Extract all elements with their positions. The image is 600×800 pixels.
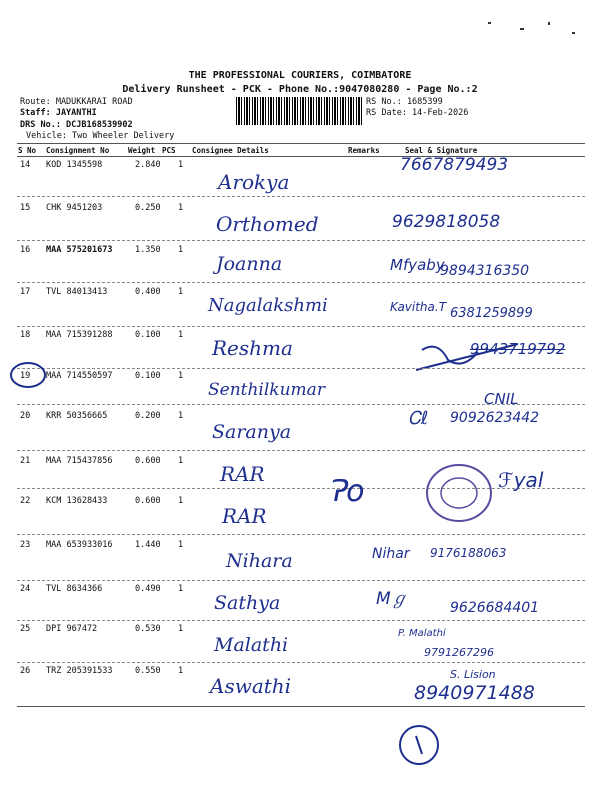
row-divider	[17, 534, 585, 535]
row-sno: 24	[20, 584, 31, 594]
signature-mark: Mℊ	[376, 589, 408, 609]
signature-handwriting: 9791267296	[424, 646, 494, 659]
company-seal-stamp	[424, 462, 494, 524]
row-consignment: KOD 1345598	[46, 160, 103, 170]
consignee-handwriting: Arokya	[218, 170, 290, 194]
consignee-handwriting: Malathi	[214, 634, 289, 656]
row-pcs: 1	[178, 666, 184, 676]
signature-mark: Nihar	[372, 546, 410, 562]
row-sno: 17	[20, 287, 31, 297]
row-pcs: 1	[178, 496, 184, 506]
row-divider	[17, 326, 585, 327]
strike-scribble	[408, 330, 528, 378]
consignee-handwriting: Senthilkumar	[208, 380, 325, 400]
signature-handwriting: 9943719792	[470, 340, 566, 358]
row-pcs: 1	[178, 371, 184, 381]
scan-speck	[548, 22, 550, 25]
drs-label: DRS No.: DCJB168539902	[20, 120, 133, 130]
row-sno: 15	[20, 203, 31, 213]
row-weight: 0.600	[135, 456, 161, 466]
row-divider	[17, 282, 585, 283]
row-weight: 0.490	[135, 584, 161, 594]
row-sno: 23	[20, 540, 31, 550]
circled-initial-mark	[396, 722, 442, 768]
row-consignment: MAA 715437856	[46, 456, 113, 466]
consignee-handwriting: Sathya	[214, 592, 281, 614]
row-pcs: 1	[178, 330, 184, 340]
signature-name: P. Malathi	[398, 628, 446, 639]
row-weight: 1.350	[135, 245, 161, 255]
row-sno: 22	[20, 496, 31, 506]
row-pcs: 1	[178, 160, 184, 170]
rs-no-label: RS No.: 1685399	[366, 97, 443, 107]
row-sno: 21	[20, 456, 31, 466]
barcode	[236, 97, 364, 125]
signature-handwriting: 9092623442	[450, 410, 540, 426]
row-consignment: KCM 13628433	[46, 496, 108, 506]
runsheet-title: Delivery Runsheet - PCK - Phone No.:9047080280 - Page No.:2	[122, 84, 478, 95]
row-pcs: 1	[178, 203, 184, 213]
row-pcs: 1	[178, 245, 184, 255]
row-sno: 14	[20, 160, 31, 170]
row-consignment: DPI 967472	[46, 624, 98, 634]
row-consignment: TVL 8634366	[46, 584, 103, 594]
row-pcs: 1	[178, 624, 184, 634]
row-weight: 0.530	[135, 624, 161, 634]
row-consignment: CHK 9451203	[46, 203, 103, 213]
signature-handwriting: 9894316350	[440, 263, 530, 279]
signature-handwriting: 8940971488	[414, 682, 535, 704]
scan-speck	[572, 32, 575, 34]
route-label: Route: MADUKKARAI ROAD	[20, 97, 133, 107]
col-remarks: Remarks	[348, 146, 380, 155]
row-weight: 2.840	[135, 160, 161, 170]
signature-name: S. Lision	[450, 668, 496, 681]
row-consignment: KRR 50356665	[46, 411, 108, 421]
row-divider	[17, 368, 585, 369]
row-divider	[17, 240, 585, 241]
signature-mark: Ꮯℓ	[408, 408, 429, 429]
signature-mark: Mfyaby	[390, 256, 445, 274]
row-weight: 0.600	[135, 496, 161, 506]
col-weight: Weight	[128, 146, 156, 155]
col-consignment: Consignment No	[46, 146, 110, 155]
col-sno: S No	[18, 146, 37, 155]
row-divider	[17, 450, 585, 451]
consignee-handwriting: Reshma	[212, 336, 293, 360]
row-consignment: TVL 84013413	[46, 287, 108, 297]
company-title: THE PROFESSIONAL COURIERS, COIMBATORE	[188, 70, 412, 81]
signature-handwriting: 9626684401	[450, 600, 540, 616]
signature-name: Kavitha.T	[390, 300, 447, 314]
consignee-handwriting: Joanna	[216, 253, 283, 275]
row-divider	[17, 196, 585, 197]
rs-date-label: RS Date: 14-Feb-2026	[366, 108, 469, 118]
row-pcs: 1	[178, 540, 184, 550]
initial-mark: Ɂo	[328, 474, 365, 509]
scan-speck	[520, 28, 524, 30]
signature-handwriting: 9629818058	[392, 212, 501, 232]
row-sno: 26	[20, 666, 31, 676]
vehicle-label: Vehicle: Two Wheeler Delivery	[26, 131, 175, 141]
row-consignment: MAA 715391288	[46, 330, 113, 340]
scan-speck	[488, 22, 491, 24]
col-signature: Seal & Signature	[405, 146, 478, 155]
row-weight: 1.440	[135, 540, 161, 550]
consignee-handwriting: Nihara	[226, 550, 293, 572]
row-pcs: 1	[178, 287, 184, 297]
remark-handwriting: CNIL	[484, 390, 519, 408]
row-consignment: MAA 575201673	[46, 245, 113, 255]
consignee-handwriting: Nagalakshmi	[208, 295, 328, 316]
row-divider	[17, 620, 585, 621]
row-sno: 16	[20, 245, 31, 255]
signature-handwriting: 6381259899	[450, 306, 533, 321]
row-weight: 0.100	[135, 371, 161, 381]
row-divider	[17, 662, 585, 663]
col-consignee: Consignee Details	[192, 146, 269, 155]
row-weight: 0.550	[135, 666, 161, 676]
row-pcs: 1	[178, 411, 184, 421]
row-sno: 19	[20, 371, 31, 381]
row-pcs: 1	[178, 456, 184, 466]
row-sno: 18	[20, 330, 31, 340]
row-weight: 0.400	[135, 287, 161, 297]
row-consignment: TRZ 205391533	[46, 666, 113, 676]
consignee-handwriting: RAR	[222, 504, 267, 528]
table-bottom-line	[17, 706, 585, 707]
col-pcs: PCS	[162, 146, 176, 155]
row-consignment: MAA 714550597	[46, 371, 113, 381]
consignee-handwriting: Aswathi	[210, 674, 292, 698]
staff-label: Staff: JAYANTHI	[20, 108, 97, 118]
row-consignment: MAA 653933016	[46, 540, 113, 550]
signature-mark: ℱyal	[498, 468, 544, 492]
row-weight: 0.250	[135, 203, 161, 213]
header-top-line	[17, 143, 585, 144]
row-sno: 25	[20, 624, 31, 634]
signature-handwriting: 7667879493	[400, 155, 509, 175]
consignee-handwriting: Saranya	[212, 421, 292, 443]
row-weight: 0.200	[135, 411, 161, 421]
consignee-handwriting: RAR	[220, 462, 265, 486]
consignee-handwriting: Orthomed	[216, 212, 319, 236]
row-weight: 0.100	[135, 330, 161, 340]
row-divider	[17, 580, 585, 581]
row-sno: 20	[20, 411, 31, 421]
row-pcs: 1	[178, 584, 184, 594]
signature-handwriting: 9176188063	[430, 546, 507, 560]
